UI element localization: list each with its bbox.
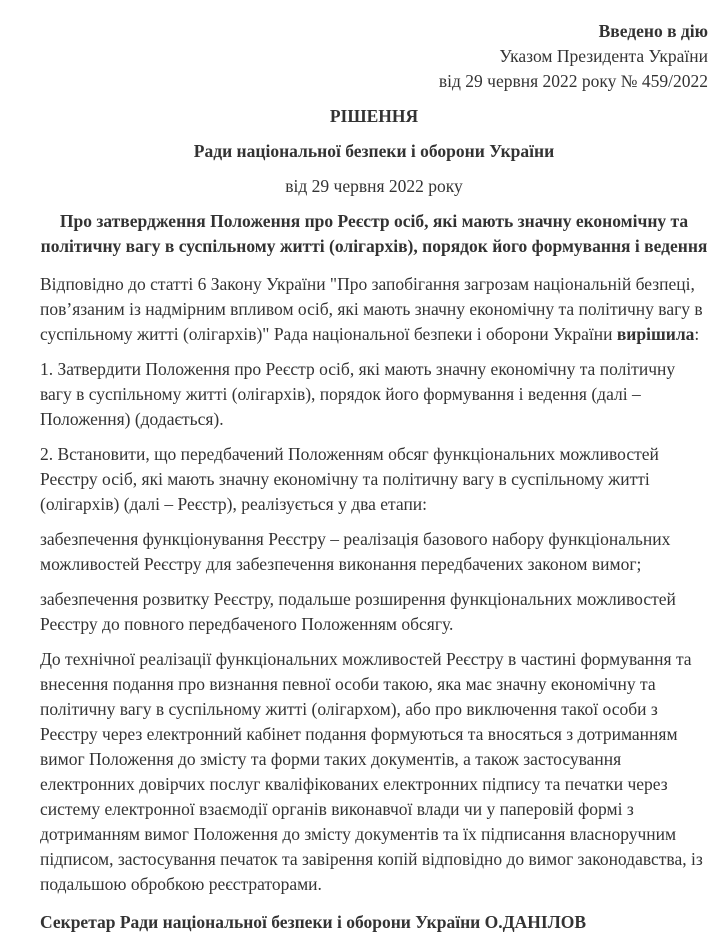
technical-paragraph: До технічної реалізації функціональних можливостей Реєстру в частині формування та внесення подання про визнання певної особи такою, яка має значну економічну та політичну вагу в суспільному житті (олігархом), або про виключення такої особи з Реєстру через електронний кабінет подання формуються та вносяться з дотриманням вимог Положення до змісту та форми таких документів, а також застосування електронних довірчих послуг кваліфікованих електронних підпису та печатки через систему електронної взаємодії органів виконавчої влади чи у паперовій формі з дотриманням вимог Положення до змісту документів та їх підписання власноручним підписом, застосування печаток та завірення копій відповідно до вимог законодавства, із подальшою обробкою реєстраторами. xyxy=(40,649,703,894)
decree-authority-line: Указом Президента України xyxy=(499,46,708,66)
preamble-paragraph xyxy=(40,272,708,347)
decree-date-line: від 29 червня 2022 року № 459/2022 xyxy=(438,71,708,91)
stage-1-paragraph: забезпечення функціонування Реєстру – реалізація базового набору функціональних можливостей Реєстру для забезпечення виконання передбачених законом вимог; xyxy=(40,529,671,574)
doc-type-heading: РІШЕННЯ xyxy=(329,106,419,126)
preamble-colon: : xyxy=(694,324,700,344)
enactment-block xyxy=(40,19,708,94)
decision-date: від 29 червня 2022 року xyxy=(285,176,463,196)
preamble-text: Відповідно до статті 6 Закону України "Про запобігання загрозам національній безпеці, пов’язаним із надмірним впливом осіб, які мають значну економічну та політичну вагу в суспільному житті (олігархів)" Рада національної безпеки і оборони України xyxy=(40,274,703,344)
preamble-decided-word: вирішила xyxy=(616,324,695,344)
authority-heading: Ради національної безпеки і оборони України xyxy=(193,141,555,161)
document-title: Про затвердження Положення про Реєстр осіб, які мають значну економічну та політичну вагу в суспільному житті (олігархів), порядок його формування і ведення xyxy=(40,211,708,256)
stage-2-paragraph: забезпечення розвитку Реєстру, подальше розширення функціональних можливостей Реєстру до повного передбаченого Положенням обсягу. xyxy=(40,589,676,634)
enacted-line: Введено в дію xyxy=(598,21,708,41)
signature-line: Секретар Ради національної безпеки і оборони України О.ДАНІЛОВ xyxy=(40,912,587,932)
item-1-paragraph: 1. Затвердити Положення про Реєстр осіб, які мають значну економічну та політичну вагу в суспільному житті (олігархів), порядок його формування і ведення (далі – Положення) (додається). xyxy=(40,359,676,429)
item-2-paragraph: 2. Встановити, що передбачений Положенням обсяг функціональних можливостей Реєстру осіб, які мають значну економічну та політичну вагу в суспільному житті (олігархів) (далі – Реєстр), реалізується у два етапи: xyxy=(40,444,659,514)
